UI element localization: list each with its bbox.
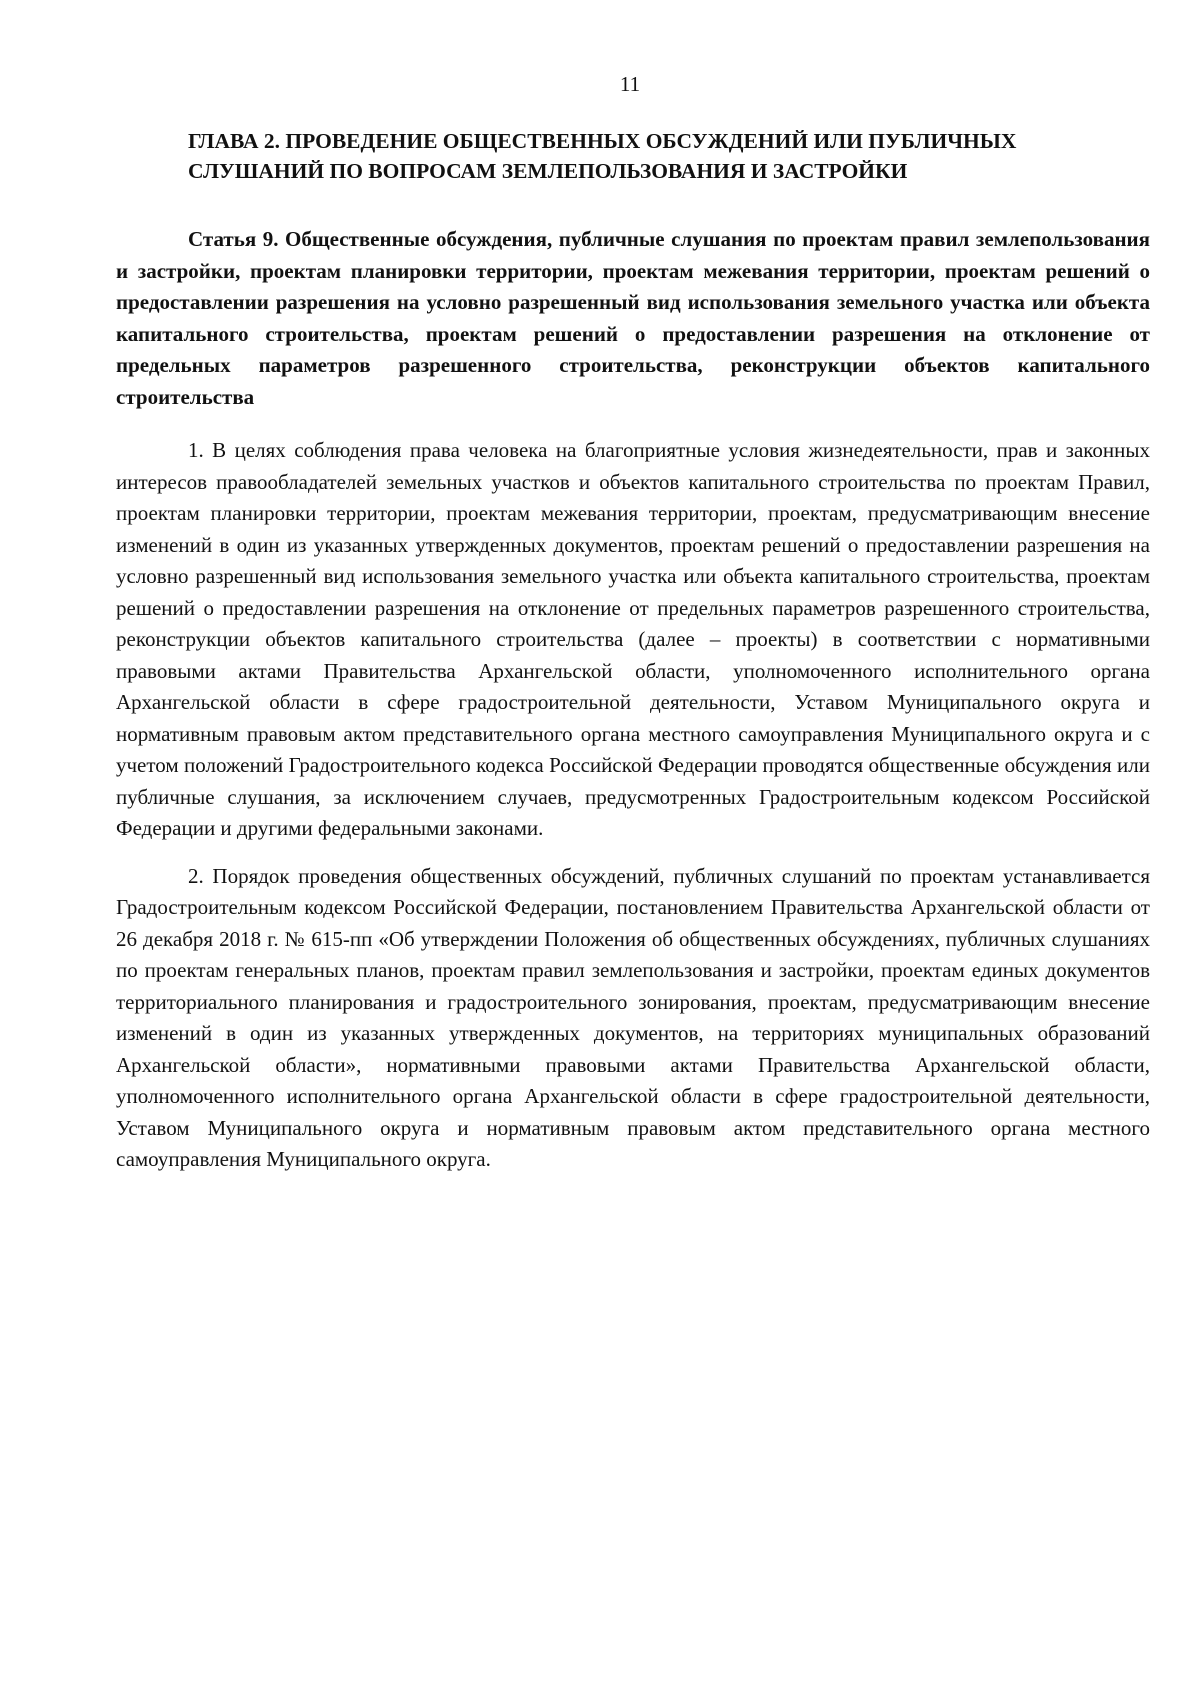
document-content [116,126,1150,1176]
article-paragraph-1: 1. В целях соблюдения права человека на благоприятные условия жизнедеятельности, прав и законных интересов правообладателей земельных участков и объектов капитального строительства по проектам Правил, проектам планировки территории, проектам межевания территории, проектам, предусматривающим внесение изменений в один из указанных утвержденных документов, проектам решений о предоставлении разрешения на условно разрешенный вид использования земельного участка или объекта капитального строительства, проектам решений о предоставлении разрешения на отклонение от предельных параметров разрешенного строительства, реконструкции объектов капитального строительства (далее – проекты) в соответствии с нормативными правовыми актами Правительства Архангельской области, уполномоченного исполнительного органа Архангельской области в сфере градостроительной деятельности, Уставом Муниципального округа и нормативным правовым актом представительного органа местного самоуправления Муниципального округа и с учетом положений Градостроительного кодекса Российской Федерации проводятся общественные обсуждения или публичные слушания, за исключением случаев, предусмотренных Градостроительным кодексом Российской Федерации и другими федеральными законами. [116,438,1150,840]
page-number: 11 [619,72,641,96]
article-title: Статья 9. Общественные обсуждения, публичные слушания по проектам правил землепользования и застройки, проектам планировки территории, проектам межевания территории, проектам решений о предоставлении разрешения на условно разрешенный вид использования земельного участка или объекта капитального строительства, проектам решений о предоставлении разрешения на отклонение от предельных параметров разрешенного строительства, реконструкции объектов капитального строительства [116,227,1150,409]
article-paragraph-2: 2. Порядок проведения общественных обсуждений, публичных слушаний по проектам устанавливается Градостроительным кодексом Российской Федерации, постановлением Правительства Архангельской области от 26 декабря 2018 г. № 615-пп «Об утверждении Положения об общественных обсуждениях, публичных слушаниях по проектам генеральных планов, проектам правил землепользования и застройки, проектам единых документов территориального планирования и градостроительного зонирования, проектам, предусматривающим внесение изменений в один из указанных утвержденных документов, на территориях муниципальных образований Архангельской области», нормативными правовыми актами Правительства Архангельской области, уполномоченного исполнительного органа Архангельской области в сфере градостроительной деятельности, Уставом Муниципального округа и нормативным правовым актом представительного органа местного самоуправления Муниципального округа. [116,863,1150,1171]
chapter-title: ГЛАВА 2. ПРОВЕДЕНИЕ ОБЩЕСТВЕННЫХ ОБСУЖДЕНИЙ ИЛИ ПУБЛИЧНЫХ СЛУШАНИЙ ПО ВОПРОСАМ ЗЕМЛЕПОЛЬЗОВАНИЯ И ЗАСТРОЙКИ [188,129,1017,183]
